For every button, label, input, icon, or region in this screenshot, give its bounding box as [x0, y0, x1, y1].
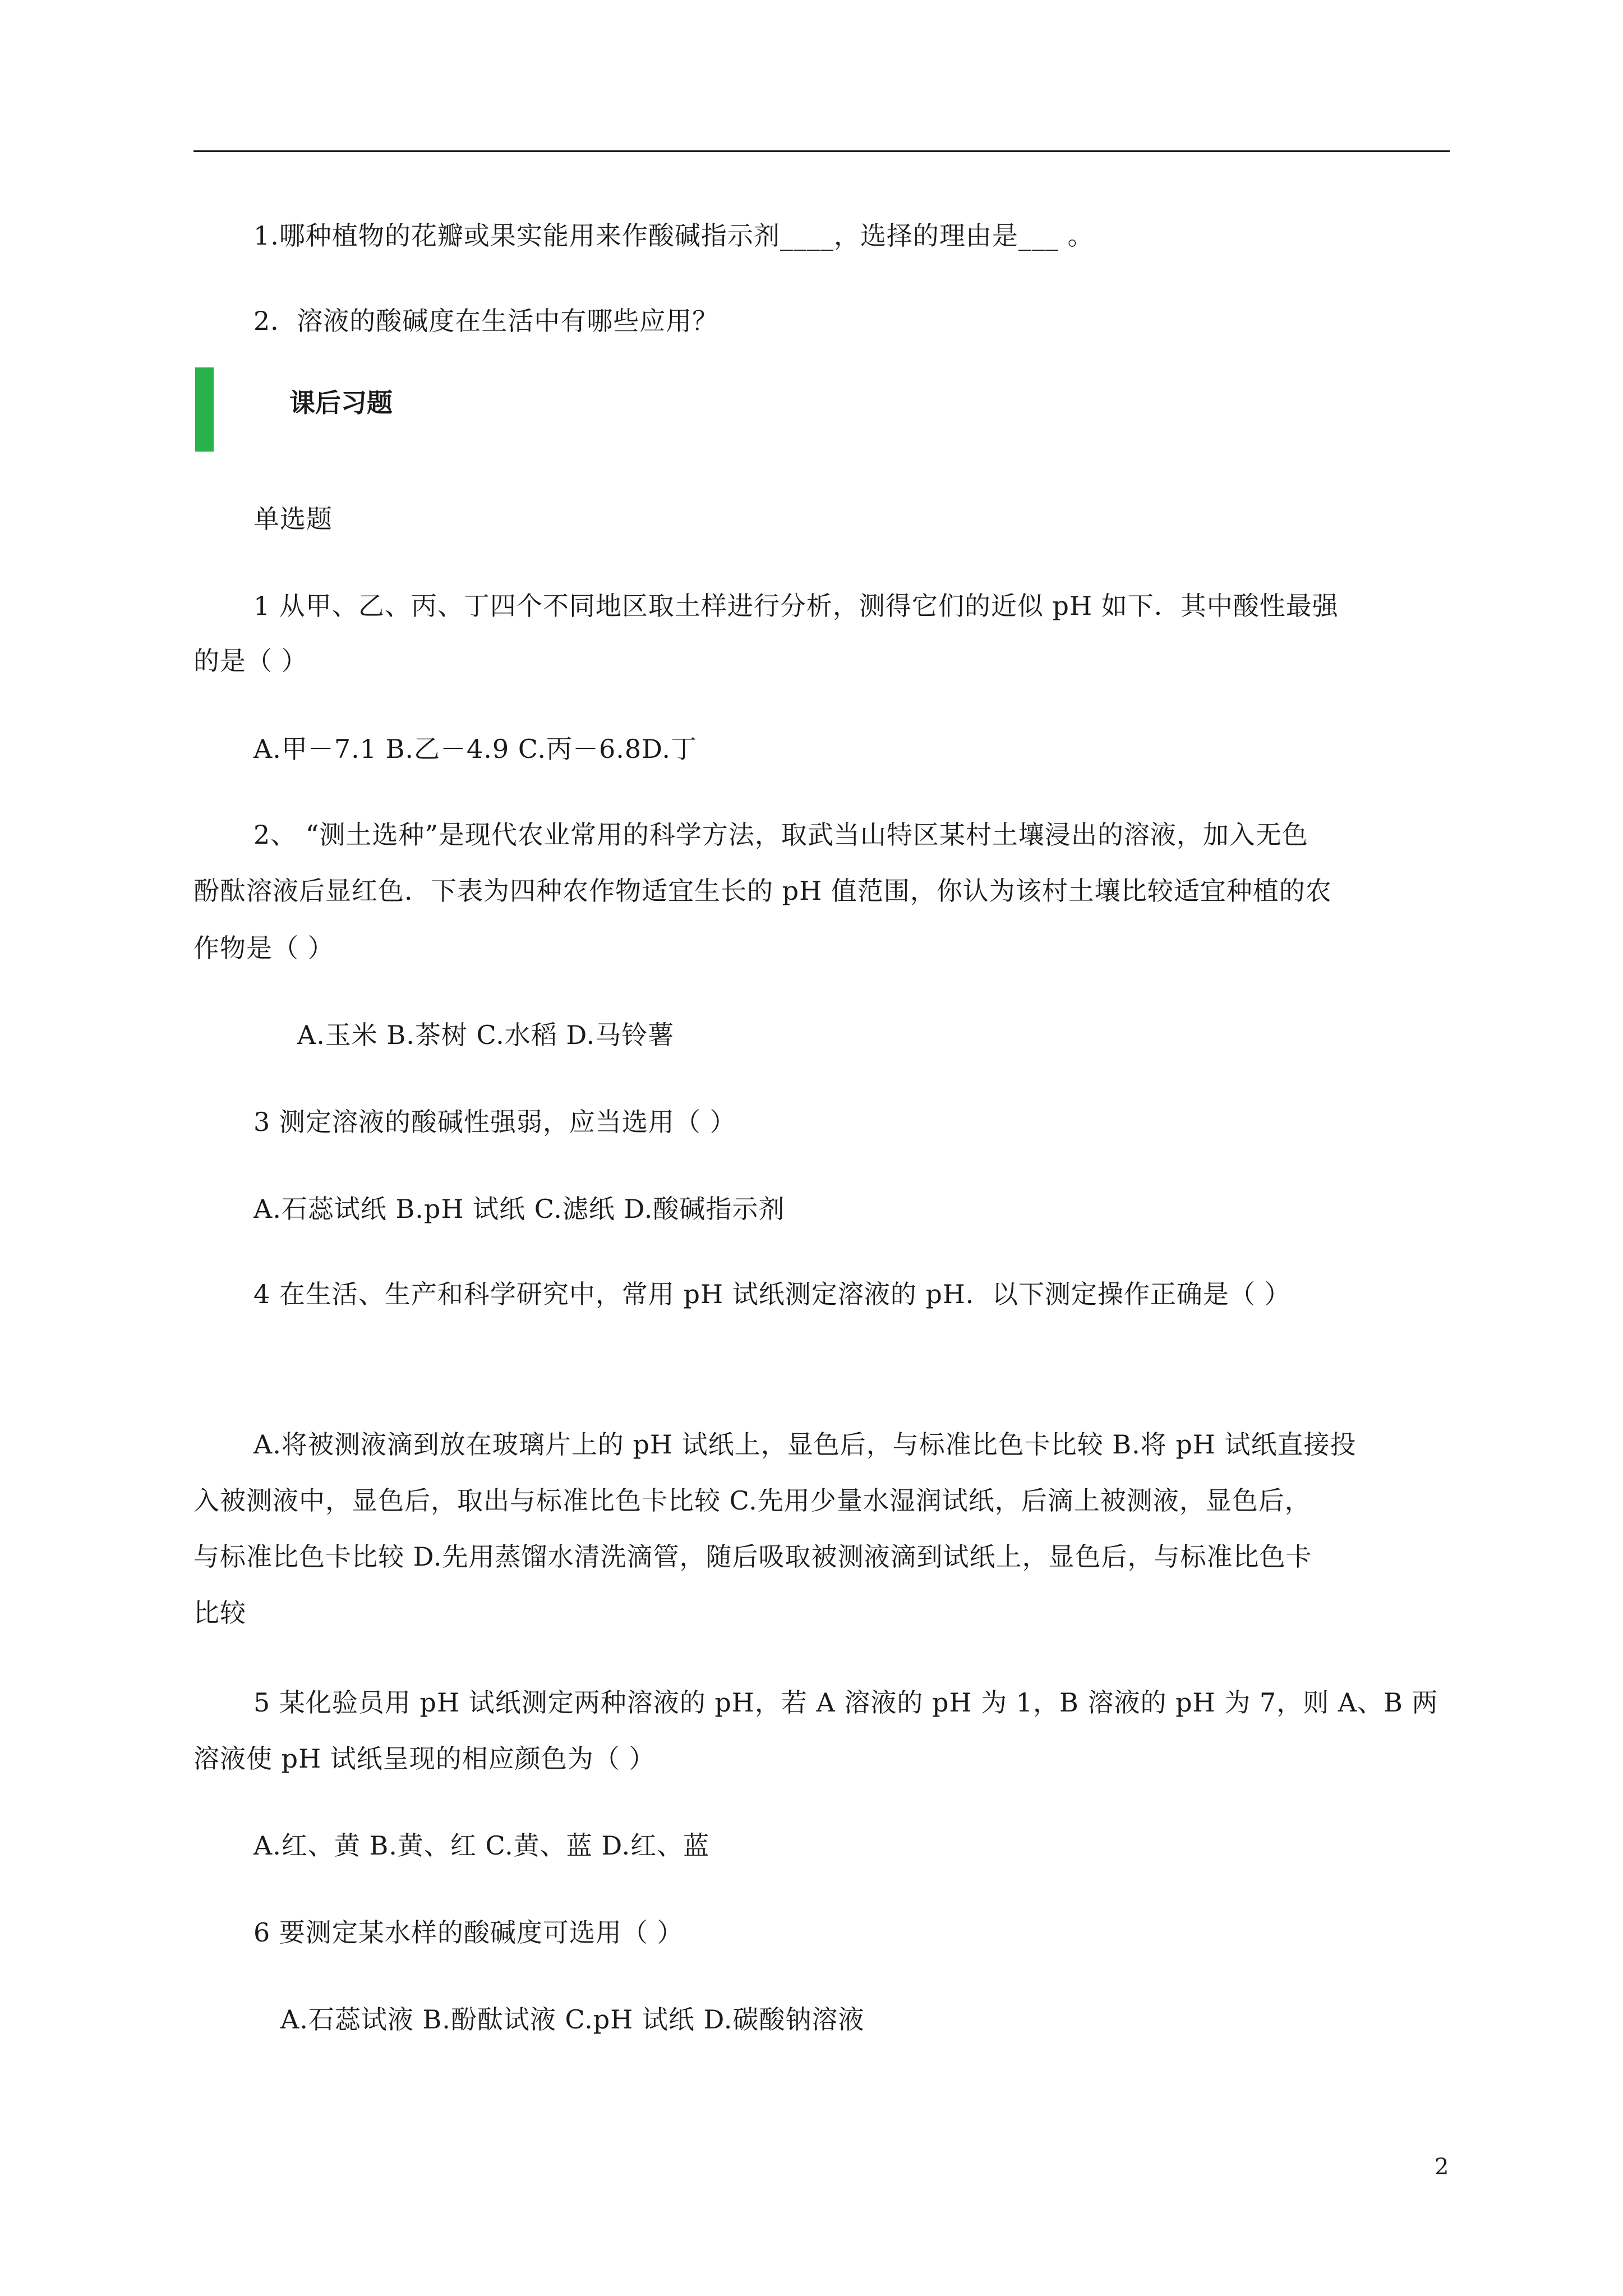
q4-options-line-1: A.将被测液滴到放在玻璃片上的 pH 试纸上，显色后，与标准比色卡比较 B.将 pH 试纸直接投 [253, 1429, 1357, 1460]
subheading: 单选题 [253, 504, 333, 534]
q1-line-1: 1 从甲、乙、丙、丁四个不同地区取土样进行分析，测得它们的近似 pH 如下．其中酸性最强 [253, 591, 1339, 621]
section-accent-bar [195, 367, 214, 452]
q1-line-2: 的是（ ） [193, 646, 308, 676]
q3-options: A.石蕊试纸 B.pH 试纸 C.滤纸 D.酸碱指示剂 [253, 1194, 785, 1224]
q2-line-3: 作物是（ ） [193, 933, 334, 963]
q6-options: A.石蕊试液 B.酚酞试液 C.pH 试纸 D.碳酸钠溶液 [280, 2004, 865, 2035]
q2-options: A.玉米 B.茶树 C.水稻 D.马铃薯 [297, 1020, 675, 1050]
q5-options: A.红、黄 B.黄、红 C.黄、蓝 D.红、蓝 [253, 1830, 710, 1861]
question-pre-1: 1.哪种植物的花瓣或果实能用来作酸碱指示剂____，选择的理由是___ 。 [253, 220, 1094, 251]
q3-line-1: 3 测定溶液的酸碱性强弱，应当选用（ ） [253, 1107, 736, 1137]
q4-options-line-4: 比较 [193, 1598, 246, 1628]
question-pre-2: 2．溶液的酸碱度在生活中有哪些应用？ [253, 306, 719, 336]
q1-options: A.甲－7.1 B.乙－4.9 C.丙－6.8D.丁 [253, 734, 698, 764]
q2-line-1: 2、 “测土选种”是现代农业常用的科学方法，取武当山特区某村土壤浸出的溶液，加入无色 [253, 820, 1308, 850]
q4-options-line-3: 与标准比色卡比较 D.先用蒸馏水清洗滴管，随后吸取被测液滴到试纸上，显色后，与标准比色卡 [193, 1542, 1312, 1572]
q6-line-1: 6 要测定某水样的酸碱度可选用（ ） [253, 1917, 684, 1948]
q4-line-1: 4 在生活、生产和科学研究中，常用 pH 试纸测定溶液的 pH．以下测定操作正确是（ ） [253, 1279, 1291, 1309]
q5-line-2: 溶液使 pH 试纸呈现的相应颜色为（ ） [193, 1743, 656, 1774]
section-title: 课后习题 [289, 388, 393, 418]
header-rule [193, 150, 1450, 152]
q2-line-2: 酚酞溶液后显红色．下表为四种农作物适宜生长的 pH 值范围，你认为该村土壤比较适宜种植的农 [193, 876, 1332, 906]
q5-line-1: 5 某化验员用 pH 试纸测定两种溶液的 pH，若 A 溶液的 pH 为 1，B 溶液的 pH 为 7，则 A、B 两 [253, 1687, 1438, 1718]
page-number: 2 [1435, 2154, 1449, 2180]
q4-options-line-2: 入被测液中，显色后，取出与标准比色卡比较 C.先用少量水湿润试纸，后滴上被测液，显色后， [193, 1485, 1311, 1516]
